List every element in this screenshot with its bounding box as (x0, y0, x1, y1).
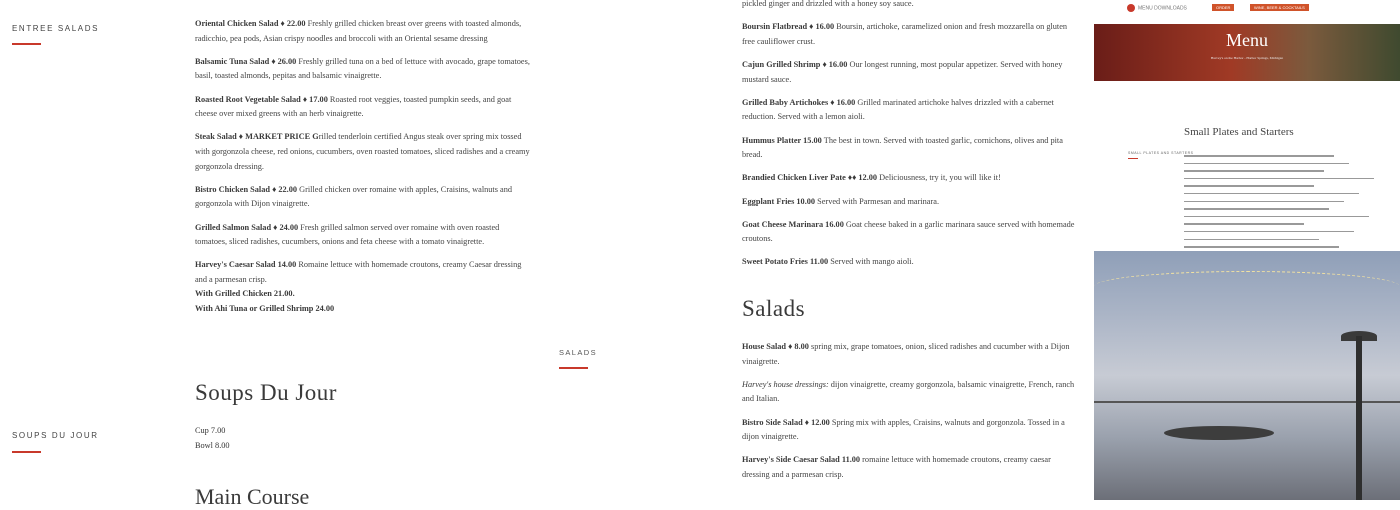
menu-item-name: Oriental Chicken Salad ♦ 22.00 (195, 19, 306, 28)
entree-salads-list (195, 17, 530, 317)
menu-item (195, 183, 530, 212)
menu-item-desc: rilled tenderloin certified Angus steak over spring mix tossed with gorgonzola cheese, red onions, cucumbers, oven roasted tomatoes, sliced radishes and a creamy gorgonzola dressing. (195, 132, 530, 171)
soup-prices (195, 424, 230, 453)
salads-anchor-rule (559, 367, 588, 369)
menu-item-desc: Goat cheese baked in a garlic marinara sauce served with homemade croutons. (742, 219, 1075, 244)
preview-line (1184, 185, 1314, 187)
menu-item-desc: Romaine lettuce with homemade croutons, creamy Caesar dressing and a parmesan crisp. (195, 260, 522, 284)
menu-item-desc: Fresh grilled salmon served over romaine with oven roasted tomatoes, sliced radishes, cucumbers, onions and feta cheese with a tomato vinaigrette. (195, 222, 500, 247)
menu-item-name: Harvey's Caesar Salad 14.00 (195, 260, 297, 270)
preview-line (1184, 201, 1344, 203)
menu-item-desc: Deliciousness, try it, you will like it! (877, 173, 1001, 183)
menu-item (195, 55, 530, 84)
menu-item (742, 96, 1078, 125)
preview-hero-subtitle: Harvey's on the Harbor - Harbor Springs, Michigan (1210, 56, 1284, 60)
preview-line (1184, 193, 1359, 195)
menu-item-name: Bistro Side Salad ♦ 12.00 (742, 417, 830, 427)
patio-heater (1356, 336, 1362, 500)
preview-line (1184, 223, 1304, 225)
preview-line (1184, 231, 1354, 233)
menu-item-name: Grilled Baby Artichokes ♦ 16.00 (742, 97, 856, 107)
menu-item-name: House Salad ♦ 8.00 (742, 342, 809, 351)
menu-item (742, 416, 1078, 445)
menu-item (742, 378, 1078, 407)
menu-item-desc: dijon vinaigrette, creamy gorgonzola, balsamic vinaigrette, French, ranch and Italian. (742, 379, 1075, 404)
patio-table (1164, 426, 1274, 440)
salads-anchor-label[interactable]: SALADS (559, 348, 597, 357)
preview-line (1184, 216, 1369, 218)
menu-item (195, 93, 530, 122)
nav-soups-du-jour[interactable]: SOUPS DU JOUR (12, 431, 99, 440)
menu-item (195, 221, 530, 250)
menu-item (742, 255, 1078, 270)
menu-item-name: Boursin Flatbread ♦ 16.00 (742, 22, 835, 32)
menu-item-desc: Freshly grilled chicken breast over greens with toasted almonds, radicchio, pea pods, Asian crispy noodles and broccoli with an Oriental sesame dressing (195, 19, 522, 43)
page-preview (1094, 0, 1400, 500)
menu-item (742, 171, 1078, 186)
preview-hero-title: Menu (1226, 30, 1268, 50)
preview-wine-button[interactable]: WINE, BEER & COCKTAILS (1250, 4, 1309, 11)
menu-item-name: Hummus Platter 15.00 (742, 135, 822, 145)
preview-section-link[interactable]: SMALL PLATES AND STARTERS (1128, 151, 1194, 155)
menu-item-name: Harvey's house dressings: (742, 379, 829, 389)
nav-entree-salads[interactable]: ENTREE SALADS (12, 24, 100, 33)
menu-item-desc: Our longest running, most popular appetizer. Served with honey mustard sauce. (742, 59, 1063, 84)
menu-item (742, 218, 1078, 247)
menu-item-name: Roasted Root Vegetable Salad ♦ 17.00 (195, 94, 328, 104)
menu-item (742, 20, 1078, 49)
menu-item-name: Goat Cheese Marinara 16.00 (742, 219, 844, 229)
preview-line (1184, 155, 1334, 157)
menu-item (742, 58, 1078, 87)
preview-line (1184, 208, 1329, 210)
caesar-addon: With Ahi Tuna or Grilled Shrimp 24.00 (195, 304, 335, 314)
menu-item-desc: Served with Parmesan and marinara. (815, 196, 940, 206)
preview-line (1184, 246, 1339, 248)
preview-header (1094, 0, 1400, 24)
menu-item-desc: Roasted root veggies, toasted pumpkin seeds, and goat cheese over mixed greens with an herb vinaigrette. (195, 94, 512, 119)
soup-cup-price: Cup 7.00 (195, 426, 226, 435)
preview-line (1184, 178, 1374, 180)
side-salads-list (742, 340, 1078, 491)
soup-bowl-price: Bowl 8.00 (195, 440, 230, 450)
menu-item-desc: Boursin, artichoke, caramelized onion and fresh mozzarella on gluten free cauliflower crust. (742, 22, 1068, 46)
menu-item (742, 453, 1078, 482)
caesar-addon: With Grilled Chicken 21.00. (195, 289, 295, 299)
menu-item (742, 340, 1078, 369)
menu-item-desc: The best in town. Served with toasted garlic, cornichons, olives and pita bread. (742, 135, 1063, 160)
starters-list (742, 0, 1078, 279)
string-lights (1094, 271, 1400, 302)
menu-item (195, 258, 530, 287)
menu-item-name: Sweet Potato Fries 11.00 (742, 257, 829, 267)
menu-item-name: Steak Salad ♦ MARKET PRICE G (195, 132, 319, 142)
soups-title: Soups Du Jour (195, 380, 337, 405)
menu-item-name: Balsamic Tuna Salad ♦ 26.00 (195, 56, 297, 66)
patio-snow-photo (1094, 251, 1400, 500)
preview-logo (1127, 4, 1187, 12)
preview-downloads-link[interactable]: MENU DOWNLOADS (1138, 5, 1187, 12)
preview-line (1184, 170, 1324, 172)
menu-item-desc: Grilled chicken over romaine with apples, Craisins, walnuts and gorgonzola with Dijon vinaigrette. (195, 184, 513, 209)
menu-item-desc: romaine lettuce with homemade croutons, creamy caesar dressing and a parmesan crisp. (742, 455, 1051, 479)
menu-item-name: Bistro Chicken Salad ♦ 22.00 (195, 184, 298, 194)
preview-line (1184, 239, 1319, 241)
railing (1094, 401, 1400, 403)
menu-item (742, 0, 1078, 12)
salads-title: Salads (742, 296, 806, 321)
menu-item-name: Brandied Chicken Liver Pate ♦♦ 12.00 (742, 173, 878, 183)
menu-item-desc: Grilled marinated artichoke halves drizzled with a cabernet reduction. Served with a lemon aioli. (742, 97, 1054, 122)
menu-item-name: Cajun Grilled Shrimp ♦ 16.00 (742, 59, 848, 69)
menu-item-desc: Freshly grilled tuna on a bed of lettuce with avocado, grape tomatoes, basil, toasted almonds, pepitas and balsamic vinaigrette. (195, 56, 530, 81)
preview-item-lines (1184, 155, 1384, 254)
logo-icon (1127, 4, 1135, 12)
menu-item-name: Grilled Salmon Salad ♦ 24.00 (195, 222, 299, 232)
preview-section-rule (1128, 158, 1138, 159)
menu-item-desc: pickled ginger and drizzled with a honey soy sauce. (742, 0, 914, 8)
nav-entree-salads-rule (12, 43, 41, 45)
preview-section-title: Small Plates and Starters (1184, 126, 1294, 138)
menu-item-desc: Served with mango aioli. (828, 257, 914, 267)
preview-line (1184, 163, 1349, 165)
menu-item (195, 17, 530, 46)
menu-item (195, 130, 530, 174)
menu-item-desc: spring mix, grape tomatoes, onion, sliced radishes and cucumber with a Dijon vinaigrette. (742, 342, 1070, 366)
main-course-title: Main Course (195, 484, 310, 509)
menu-item-desc: Spring mix with apples, Craisins, walnuts and gorgonzola. Tossed in a dijon vinaigrette. (742, 417, 1065, 442)
menu-item (742, 134, 1078, 163)
preview-starters-section (1094, 81, 1400, 251)
preview-order-button[interactable]: ORDER (1212, 4, 1234, 11)
menu-item-name: Harvey's Side Caesar Salad 11.00 (742, 455, 861, 465)
nav-soups-rule (12, 451, 41, 453)
menu-item-name: Eggplant Fries 10.00 (742, 196, 816, 206)
menu-item (742, 195, 1078, 210)
